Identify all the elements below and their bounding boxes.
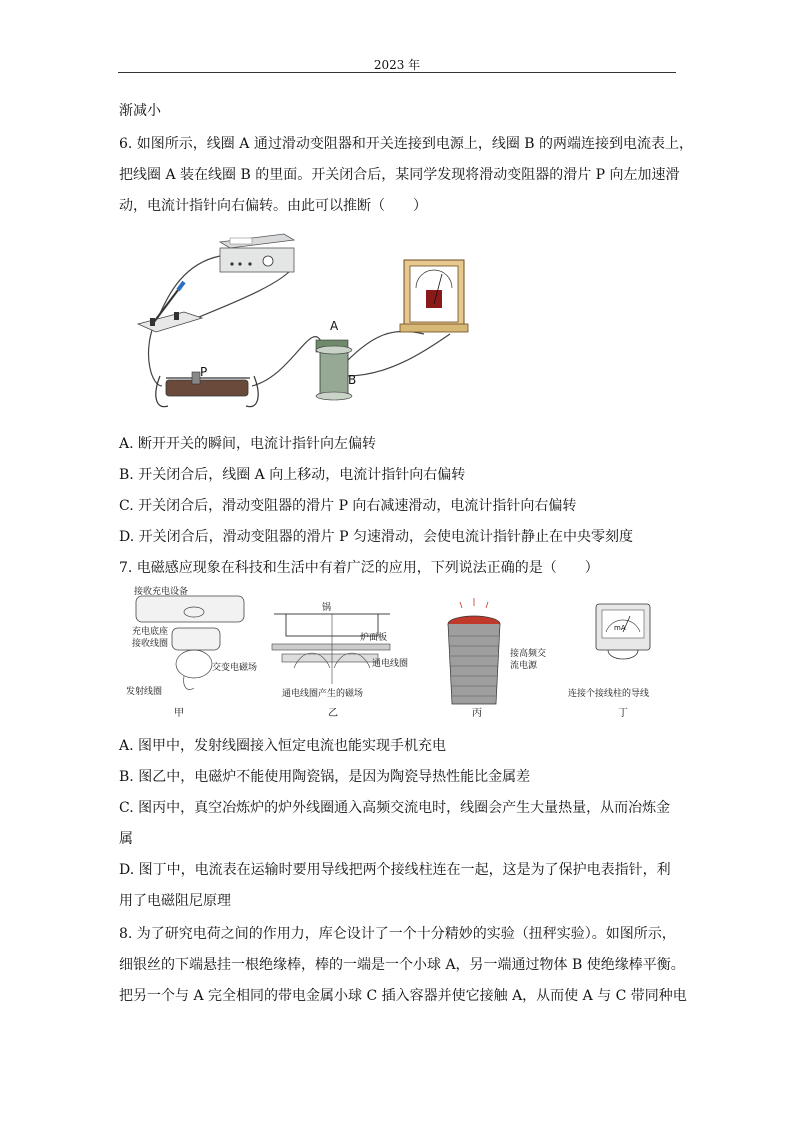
q6-stem-line3: 动，电流计指针向右偏转。由此可以推断（ ） [119, 198, 427, 214]
q7-option-d-cont: 用了电磁阻尼原理 [119, 893, 231, 909]
q6-stem-line1: 6. 如图所示，线圈 A 通过滑动变阻器和开关连接到电源上，线圈 B 的两端连接到电流表上， [119, 136, 694, 152]
power-supply [220, 234, 294, 272]
q8-stem-line2: 细银丝的下端悬挂一根绝缘棒，棒的一端是一个小球 A，另一端通过物体 B 使绝缘棒平衡。 [119, 957, 685, 973]
q7-option-c-cont: 属 [119, 831, 133, 847]
coil-b-label: B [348, 373, 357, 387]
ding-caption: 丁 [618, 708, 628, 719]
page-header: 2023 年 [373, 58, 421, 72]
q6-option-a: A. 断开开关的瞬间，电流计指针向左偏转 [119, 436, 377, 452]
jia-label-4: 交变电磁场 [212, 663, 258, 673]
header-rule [118, 72, 676, 73]
bing-label-2: 流电源 [510, 661, 538, 671]
jia-label-3: 接收线圈 [132, 639, 169, 649]
coils [316, 319, 356, 400]
q6-circuit-figure [132, 226, 482, 426]
yi-label-4: 通电线圈产生的磁场 [282, 689, 364, 699]
q6-option-c: C. 开关闭合后，滑动变阻器的滑片 P 向右减速滑动，电流计指针向右偏转 [119, 498, 577, 514]
continued-text: 渐减小 [119, 103, 161, 119]
bing-label-1: 接高频交 [510, 649, 547, 659]
q7-option-d: D. 图丁中，电流表在运输时要用导线把两个接线柱连在一起，这是为了保护电表指针，利 [119, 862, 671, 878]
rheostat [156, 365, 258, 407]
q6-option-b: B. 开关闭合后，线圈 A 向上移动，电流计指针向右偏转 [119, 467, 466, 483]
yi-label-2: 炉面板 [360, 633, 388, 643]
knife-switch [138, 282, 202, 332]
yi-label-1: 锅 [322, 603, 332, 613]
slider-label: P [200, 365, 208, 379]
yi-caption: 乙 [328, 708, 338, 719]
coil-a-label: A [330, 319, 339, 333]
ding-label-1: 连接个接线柱的导线 [568, 689, 650, 699]
q8-stem-line1: 8. 为了研究电荷之间的作用力，库仑设计了一个十分精妙的实验（扭秤实验）。如图所示， [119, 926, 676, 942]
bing-caption: 丙 [472, 708, 482, 719]
q6-option-d: D. 开关闭合后，滑动变阻器的滑片 P 匀速滑动，会使电流计指针静止在中央零刻度 [119, 529, 633, 545]
q7-stem: 7. 电磁感应现象在科技和生活中有着广泛的应用，下列说法正确的是（ ） [119, 560, 599, 576]
galvanometer [400, 260, 468, 332]
q7-option-c: C. 图丙中，真空冶炼炉的炉外线圈通入高频交流电时，线圈会产生大量热量，从而冶炼金 [119, 800, 671, 816]
q7-figures [122, 584, 682, 724]
q7-option-a: A. 图甲中，发射线圈接入恒定电流也能实现手机充电 [119, 738, 447, 754]
jia-label-1: 接收充电设备 [134, 587, 189, 597]
q7-option-b: B. 图乙中，电磁炉不能使用陶瓷锅，是因为陶瓷导热性能比金属差 [119, 769, 531, 785]
yi-label-3: 通电线圈 [372, 659, 409, 669]
figure-ding [568, 604, 650, 719]
jia-label-5: 发射线圈 [126, 687, 163, 697]
jia-label-2: 充电底座 [132, 627, 169, 637]
q6-stem-line2: 把线圈 A 装在线圈 B 的里面。开关闭合后，某同学发现将滑动变阻器的滑片 P 向左加速滑 [119, 167, 680, 183]
figure-yi [272, 602, 408, 719]
figure-bing [448, 598, 546, 719]
ding-meter-unit: mA [614, 624, 626, 632]
figure-jia [126, 585, 257, 719]
jia-caption: 甲 [174, 708, 184, 719]
q8-stem-line3: 把另一个与 A 完全相同的带电金属小球 C 插入容器并使它接触 A，从而使 A 与 C 带同种电 [119, 988, 687, 1004]
